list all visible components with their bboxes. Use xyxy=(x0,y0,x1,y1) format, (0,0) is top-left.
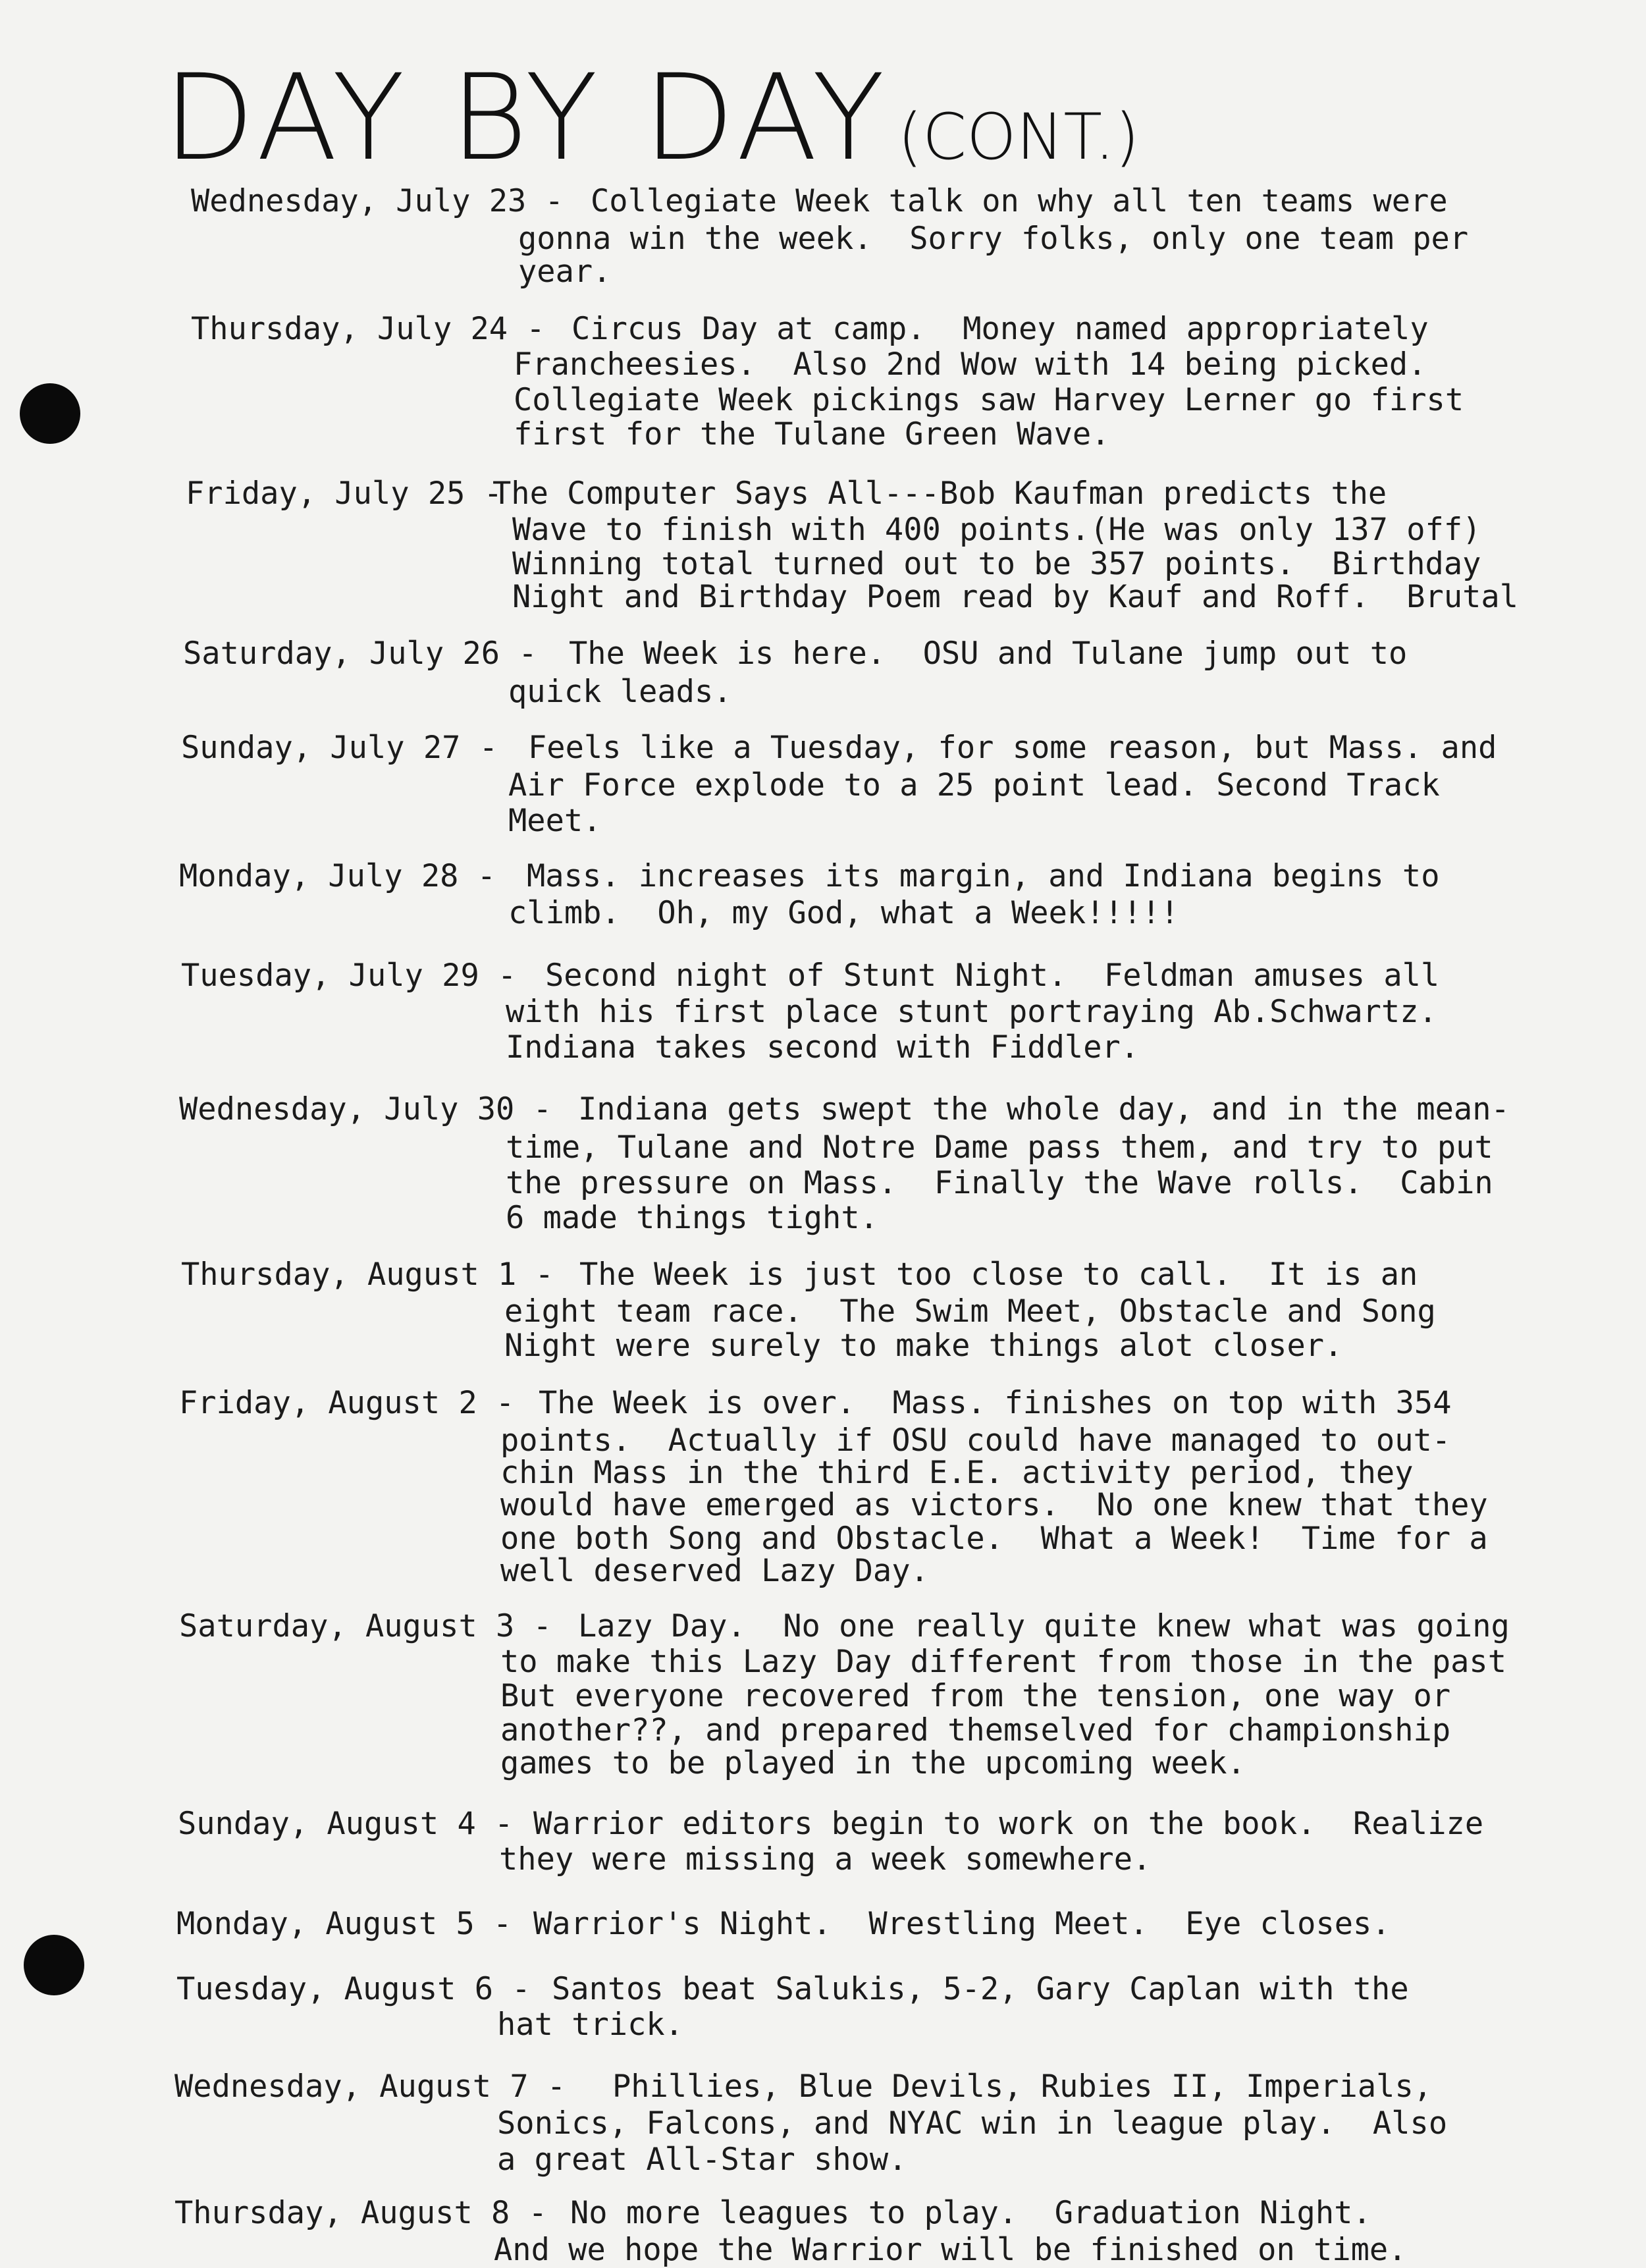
page-title-continued: (CONT.) xyxy=(897,100,1140,174)
entry-text-line: Warrior's Night. Wrestling Meet. Eye closes. xyxy=(533,1906,1391,1942)
entry-text-line: climb. Oh, my God, what a Week!!!!! xyxy=(508,895,1179,931)
entry-date: Monday, July 28 - xyxy=(179,858,515,894)
entry-text-line: a great All-Star show. xyxy=(497,2142,907,2178)
entry-text-line: Feels like a Tuesday, for some reason, but Mass. and xyxy=(528,730,1497,766)
entry-text-line: Winning total turned out to be 357 points. Birthday xyxy=(512,546,1481,582)
entry-text-line: points. Actually if OSU could have managed to out- xyxy=(500,1422,1451,1459)
entry-text-line: Sonics, Falcons, and NYAC win in league play. Also xyxy=(497,2105,1448,2142)
entry-text-line: Wave to finish with 400 points.(He was only 137 off) xyxy=(512,512,1481,548)
entry-date: Sunday, August 4 - xyxy=(178,1806,532,1842)
entry-date: Monday, August 5 - xyxy=(176,1906,531,1942)
entry-text-line: The Computer Says All---Bob Kaufman predicts the xyxy=(492,475,1387,512)
entry-text-line: chin Mass in the third E.E. activity period, they xyxy=(500,1455,1414,1491)
entry-text-line: Mass. increases its margin, and Indiana begins to xyxy=(527,858,1440,894)
entry-text-line: another??, and prepared themselved for championship xyxy=(500,1712,1451,1748)
entry-date: Friday, July 25 - xyxy=(186,475,521,512)
entry-text-line: eight team race. The Swim Meet, Obstacle and Song xyxy=(504,1293,1436,1330)
entry-text-line: Circus Day at camp. Money named appropriately xyxy=(571,311,1429,347)
entry-text-line: year. xyxy=(518,254,612,290)
entry-text-line: Indiana takes second with Fiddler. xyxy=(506,1029,1140,1066)
entry-text-line: hat trick. xyxy=(497,2007,683,2043)
entry-text-line: Night and Birthday Poem read by Kauf and Roff. Brutal xyxy=(512,579,1519,615)
entry-text-line: Warrior editors begin to work on the book. Realize xyxy=(533,1806,1484,1842)
entry-text-line: would have emerged as victors. No one knew that they xyxy=(500,1487,1488,1523)
entry-text-line: time, Tulane and Notre Dame pass them, and try to put xyxy=(506,1129,1493,1166)
entry-text-line: Collegiate Week pickings saw Harvey Lerner go first xyxy=(514,382,1464,418)
entry-text-line: The Week is just too close to call. It is an xyxy=(579,1256,1418,1293)
entry-text-line: to make this Lazy Day different from those in the past xyxy=(500,1644,1507,1680)
entry-text-line: Phillies, Blue Devils, Rubies II, Imperials, xyxy=(612,2068,1433,2105)
entry-text-line: well deserved Lazy Day. xyxy=(500,1553,929,1589)
entry-text-line: Second night of Stunt Night. Feldman amuses all xyxy=(545,958,1440,994)
entry-text-line: games to be played in the upcoming week. xyxy=(500,1745,1246,1781)
entry-text-line: But everyone recovered from the tension, one way or xyxy=(500,1678,1451,1714)
entry-date: Sunday, July 27 - xyxy=(181,730,517,766)
entry-text-line: gonna win the week. Sorry folks, only one team per xyxy=(518,221,1469,257)
entry-text-line: one both Song and Obstacle. What a Week! Time for a xyxy=(500,1521,1488,1557)
entry-text-line: Lazy Day. No one really quite knew what was going xyxy=(578,1608,1510,1644)
entry-text-line: Santos beat Salukis, 5-2, Gary Caplan with the xyxy=(552,1971,1409,2007)
entry-text-line: Francheesies. Also 2nd Wow with 14 being picked. xyxy=(514,346,1427,383)
page-header xyxy=(163,49,1140,187)
entry-date: Saturday, August 3 - xyxy=(179,1608,571,1644)
punch-hole-top xyxy=(20,383,80,444)
entry-date: Tuesday, August 6 - xyxy=(176,1971,549,2007)
entry-text-line: And we hope the Warrior will be finished on time. xyxy=(494,2232,1407,2268)
entry-date: Wednesday, July 23 - xyxy=(191,183,583,219)
entry-date: Thursday, August 1 - xyxy=(181,1256,573,1293)
entry-date: Thursday, July 24 - xyxy=(191,311,564,347)
entry-date: Friday, August 2 - xyxy=(179,1385,533,1421)
entry-text-line: Meet. xyxy=(508,803,602,839)
entry-date: Tuesday, July 29 - xyxy=(181,958,535,994)
entry-text-line: Air Force explode to a 25 point lead. Second Track xyxy=(508,767,1440,803)
entry-text-line: with his first place stunt portraying Ab.Schwartz. xyxy=(506,994,1437,1030)
entry-date: Wednesday, August 7 - xyxy=(174,2068,585,2105)
entry-text-line: quick leads. xyxy=(508,674,732,710)
page-title: DAY BY DAY xyxy=(163,49,889,187)
entry-date: Saturday, July 26 - xyxy=(183,635,556,672)
entry-text-line: The Week is over. Mass. finishes on top with 354 xyxy=(539,1385,1452,1421)
entry-text-line: Night were surely to make things alot closer. xyxy=(504,1328,1343,1364)
entry-date: Thursday, August 8 - xyxy=(174,2195,566,2231)
entry-text-line: 6 made things tight. xyxy=(506,1200,878,1236)
entry-text-line: the pressure on Mass. Finally the Wave rolls. Cabin xyxy=(506,1165,1493,1201)
entry-text-line: Indiana gets swept the whole day, and in the mean- xyxy=(578,1091,1510,1127)
entry-text-line: first for the Tulane Green Wave. xyxy=(514,416,1110,452)
entry-text-line: No more leagues to play. Graduation Night. xyxy=(570,2195,1371,2231)
entry-date: Wednesday, July 30 - xyxy=(179,1091,571,1127)
entry-text-line: The Week is here. OSU and Tulane jump out to xyxy=(569,635,1408,672)
punch-hole-bottom xyxy=(24,1935,84,1995)
entry-text-line: Collegiate Week talk on why all ten teams were xyxy=(591,183,1448,219)
entry-text-line: they were missing a week somewhere. xyxy=(499,1841,1152,1877)
